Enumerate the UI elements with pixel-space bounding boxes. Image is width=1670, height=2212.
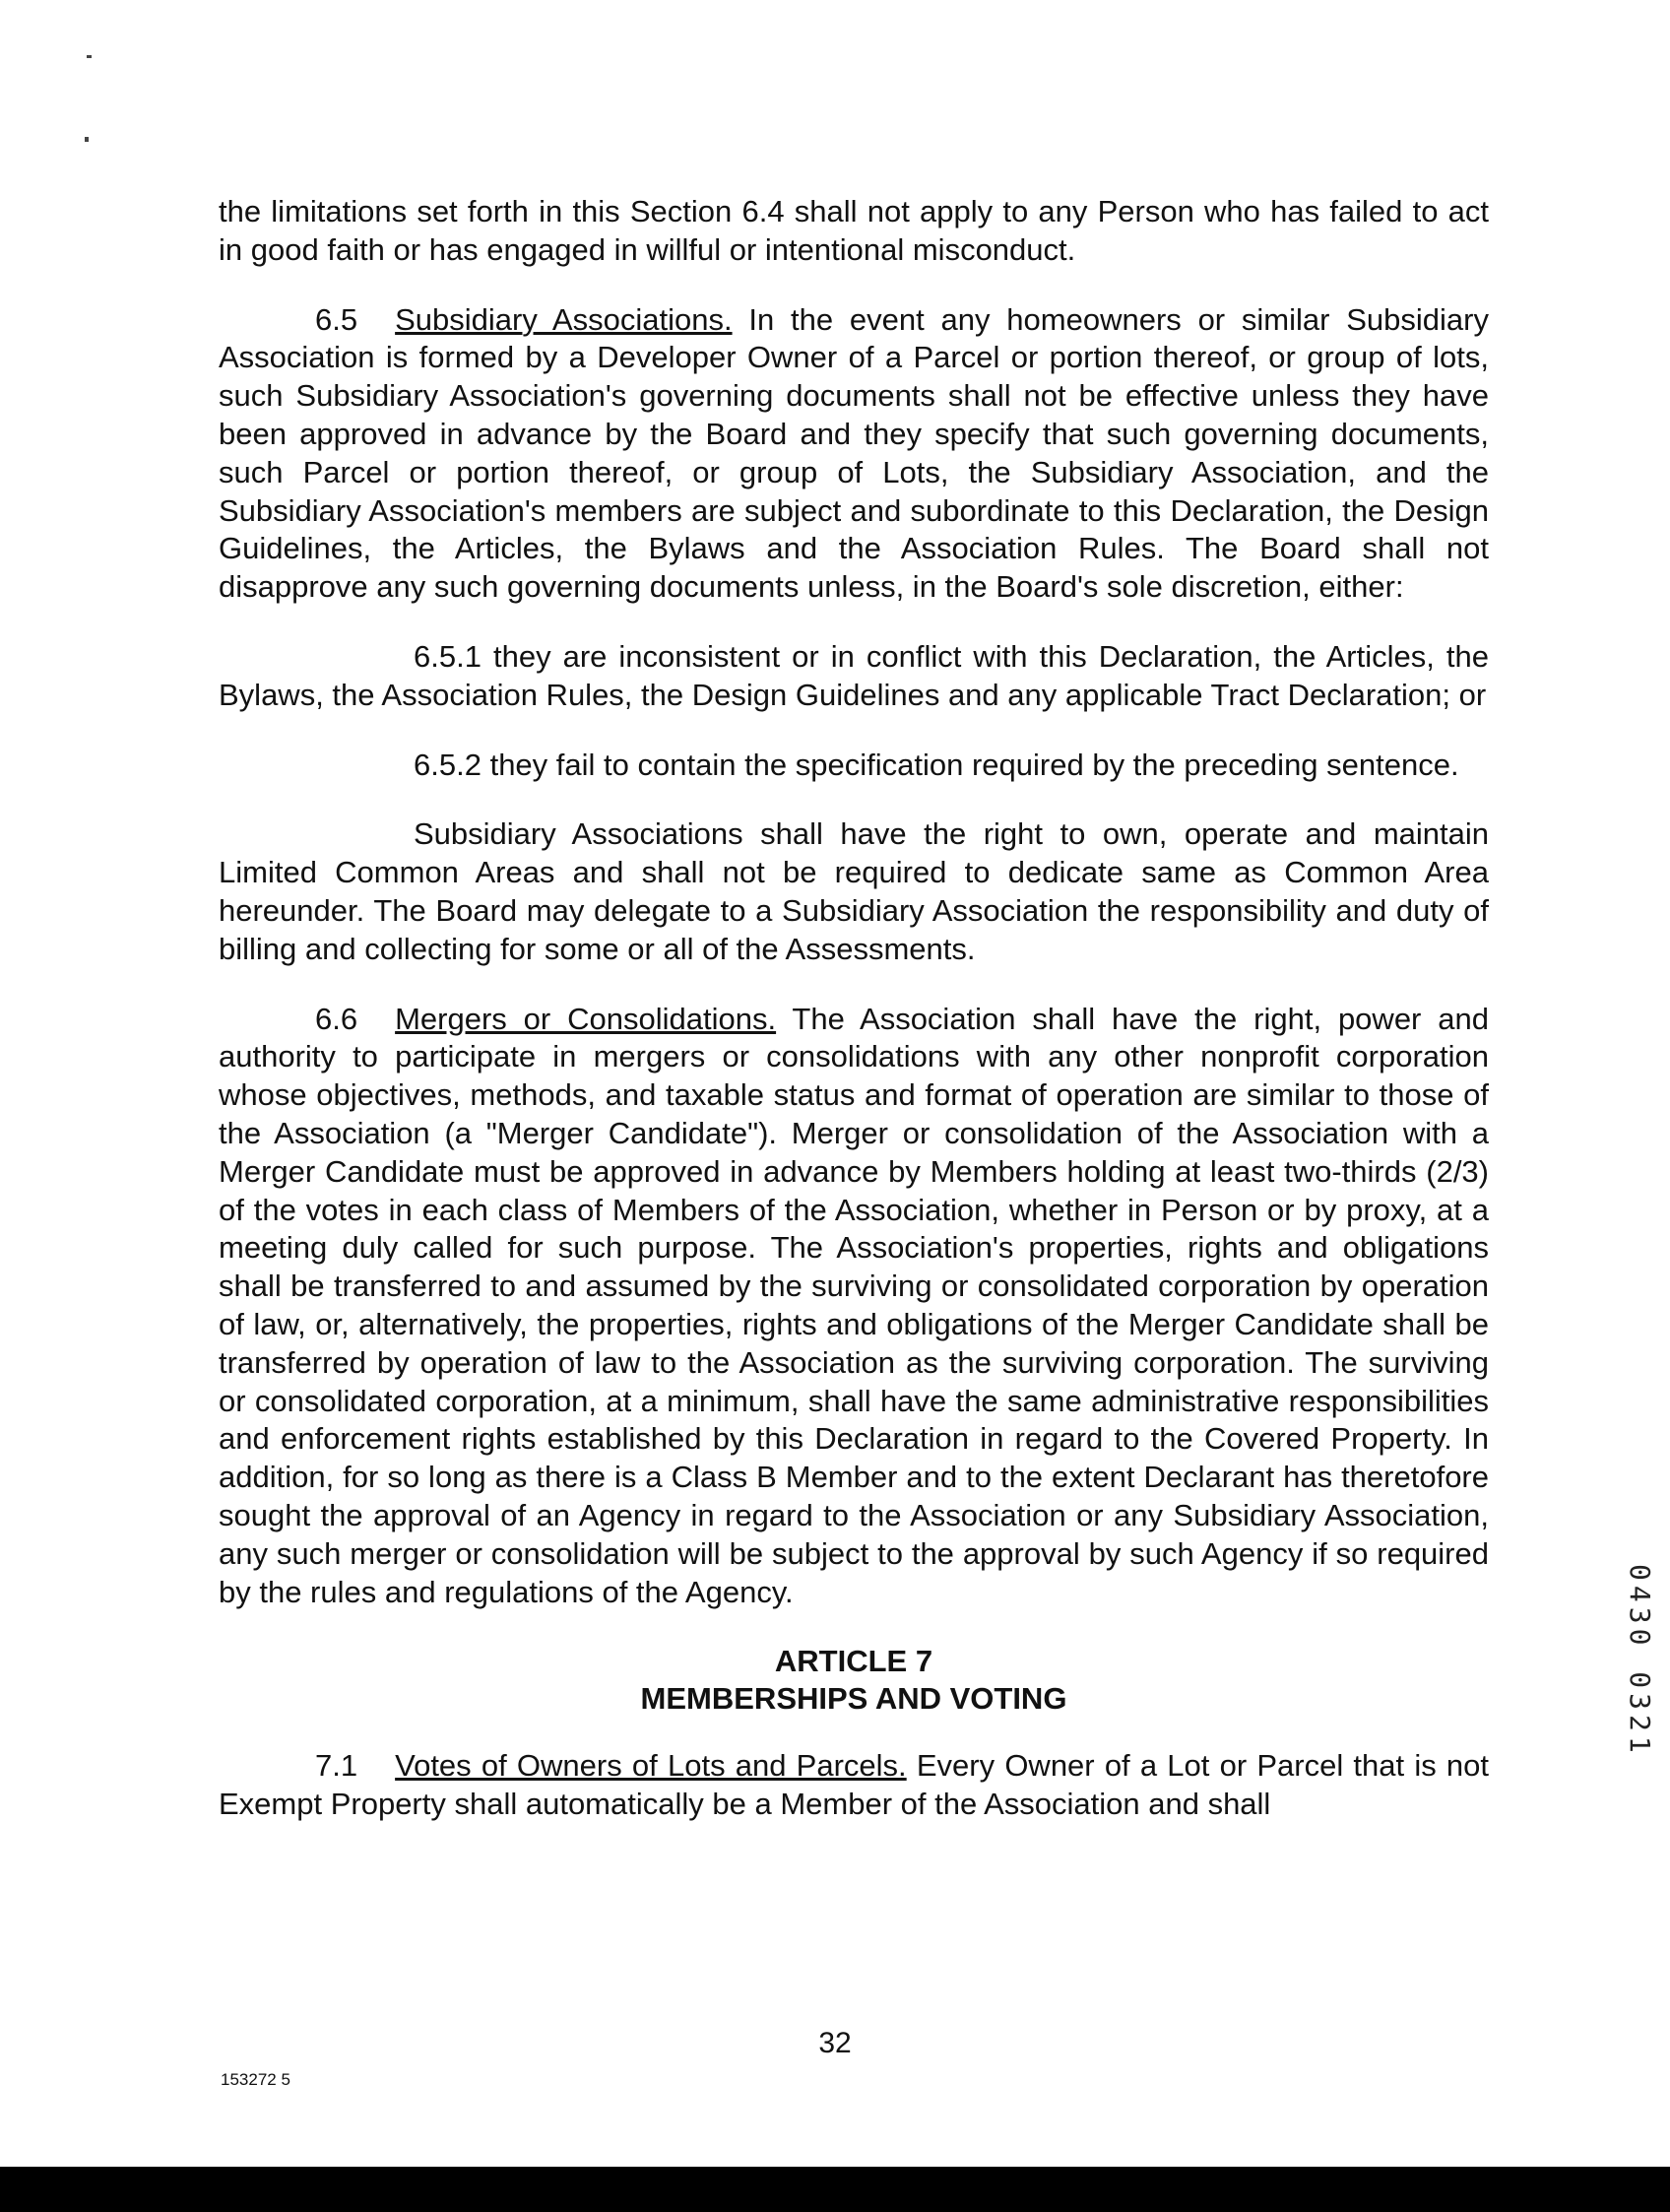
section-number: 6.5 (315, 301, 358, 337)
section-text: The Association shall have the right, power and authority to participate in mergers or consolidations with any other nonprofit corporation whose objectives, methods, and taxable status and format of operation are similar to those of the Association (a "Merger Candidate"). Merger or consolidation of the Association with a Merger Candidate must be approved in advance by Members holding at least two-thirds (2/3) of the votes in each class of Members of the Association, whether in Person or by proxy, at a meeting duly called for such purpose. The Association's properties, rights and obligations shall be transferred to and assumed by the surviving or consolidated corporation by operation of law, or, alternatively, the properties, rights and obligations of the Merger Candidate shall be transferred by operation of law to the Association as the surviving corporation. The surviving or consolidated corporation, at a minimum, shall have the same administrative responsibilities and enforcement rights established by this Declaration in regard to the Covered Property. In addition, for so long as there is a Class B Member and to the extent Declarant has theretofore sought the approval of an Agency in regard to the Association or any Subsidiary Association, any such merger or consolidation will be subject to the approval by such Agency if so required by the rules and regulations of the Agency. (219, 1001, 1489, 1609)
section-6-5-1-paragraph (219, 638, 1489, 715)
section-number: 7.1 (315, 1748, 358, 1784)
recording-stamp: 0430 0321 (1624, 1564, 1656, 1758)
article-title: MEMBERSHIPS AND VOTING (640, 1681, 1067, 1717)
section-title: Votes of Owners of Lots and Parcels. (395, 1748, 907, 1784)
section-6-6-paragraph (219, 1001, 1489, 1612)
subsection-number: 6.5.2 (414, 747, 482, 782)
article-heading (219, 1643, 1489, 1718)
document-code: 153272 5 (221, 2070, 290, 2089)
subsidiary-rights-paragraph: Subsidiary Associations shall have the right to own, operate and maintain Limited Common Areas and shall not be required to dedicate same as Common Area hereunder. The Board may delegate to a Subsidiary Association the responsibility and duty of billing and collecting for some or all of the Assessments. (219, 816, 1489, 966)
article-number: ARTICLE 7 (774, 1644, 933, 1679)
scan-border (0, 2167, 1670, 2212)
section-title: Subsidiary Associations. (395, 301, 733, 337)
section-6-5-2-paragraph (219, 747, 1489, 785)
continuation-paragraph: the limitations set forth in this Section 6.4 shall not apply to any Person who has failed to act in good faith or has engaged in willful or intentional misconduct. (219, 194, 1489, 267)
section-7-1-paragraph (219, 1747, 1489, 1824)
section-number: 6.6 (315, 1001, 358, 1036)
subsection-text: they are inconsistent or in conflict with this Declaration, the Articles, the Bylaws, the Association Rules, the Design Guidelines and any applicable Tract Declaration; or (219, 638, 1489, 712)
subsection-text: they fail to contain the specification required by the preceding sentence. (489, 747, 1459, 782)
section-text: In the event any homeowners or similar Subsidiary Association is formed by a Developer Owner of a Parcel or portion thereof, or group of lots, such Subsidiary Association's governing documents shall not be effective unless they have been approved in advance by the Board and they specify that such governing documents, such Parcel or portion thereof, or group of Lots, the Subsidiary Association, and the Subsidiary Association's members are subject and subordinate to this Declaration, the Design Guidelines, the Articles, the Bylaws and the Association Rules. The Board shall not disapprove any such governing documents unless, in the Board's sole discretion, either: (219, 301, 1489, 605)
section-title: Mergers or Consolidations. (395, 1001, 777, 1036)
scan-speck (87, 55, 92, 58)
subsection-number: 6.5.1 (414, 638, 482, 674)
section-text: Every Owner of a Lot or Parcel that is not Exempt Property shall automatically be a Member of the Association and shall (219, 1748, 1490, 1822)
scan-speck (85, 137, 89, 142)
section-6-5-paragraph (219, 301, 1489, 607)
page-number: 32 (818, 2027, 852, 2059)
document-body (219, 193, 1489, 1855)
